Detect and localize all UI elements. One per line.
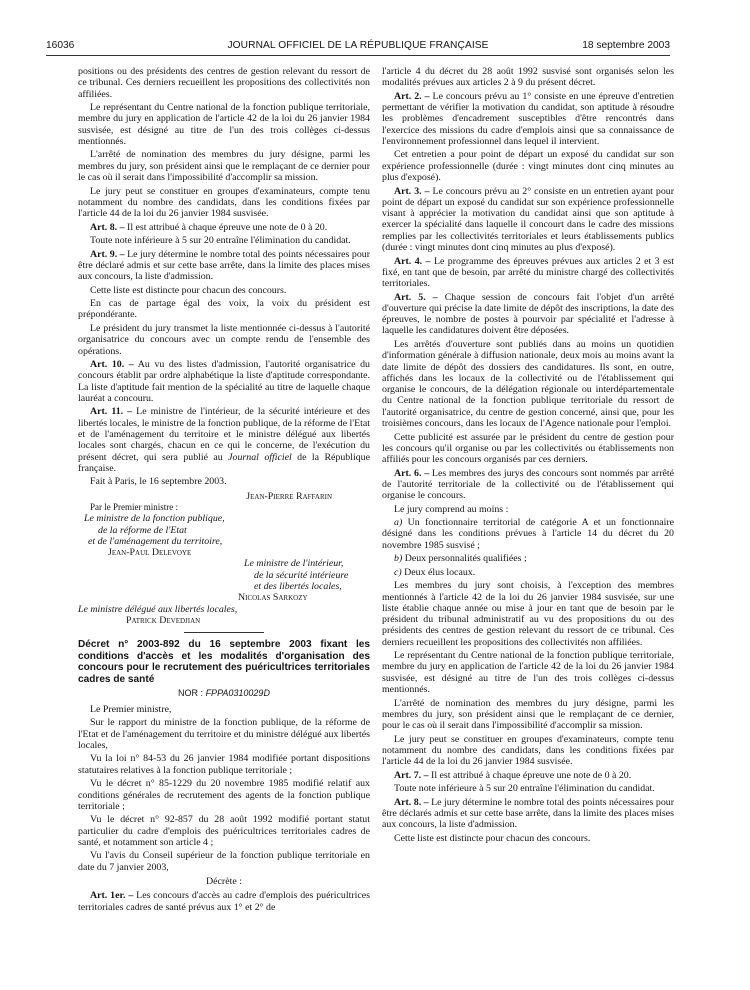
signatory-name: Jean-Pierre Raffarin xyxy=(246,490,332,502)
paragraph: Vu l'avis du Conseil supérieur de la fonction publique territoriale en date du 7 janvier 2003, xyxy=(78,850,370,873)
article-text: Le jury détermine le nombre total des points nécessaires pour être déclaré admis et sur cette base arrête, dans la limite des places mises aux concours, la liste d'admission. xyxy=(78,248,370,283)
article-5 xyxy=(382,292,674,337)
paragraph: Vu le décret n° 85-1229 du 20 novembre 1985 modifié relatif aux conditions générales de recrutement des agents de la fonction publique territoriale ; xyxy=(78,778,370,812)
article-text: de la République française. xyxy=(78,451,370,474)
article-8 xyxy=(382,797,674,831)
list-marker: c) xyxy=(394,566,402,578)
signature-mention: Par le Premier ministre : xyxy=(90,501,178,512)
left-column xyxy=(78,66,370,915)
paragraph: Le Premier ministre, xyxy=(90,703,172,715)
list-marker: a) xyxy=(394,517,403,529)
article-label: Art. 8. – xyxy=(90,221,125,233)
header-rule xyxy=(46,55,670,56)
signature-place-date: Fait à Paris, le 16 septembre 2003. xyxy=(90,476,227,488)
paragraph: Sur le rapport du ministre de la fonction publique, de la réforme de l'Etat et de l'aménagement du territoire et du ministre délégué aux libertés locales, xyxy=(78,717,370,751)
section-divider xyxy=(184,632,264,633)
nor-label: NOR : xyxy=(178,687,206,698)
issue-date: 18 septembre 2003 xyxy=(582,40,670,51)
list-marker: b) xyxy=(394,553,403,565)
paragraph: Toute note inférieure à 5 sur 20 entraîne l'élimination du candidat. xyxy=(90,235,351,247)
signatory-title: Le ministre de l'intérieur, xyxy=(244,558,344,570)
article-1 xyxy=(78,890,370,913)
article-10 xyxy=(78,359,370,404)
article-label: Art. 11. – xyxy=(90,406,133,418)
article-text: Le concours prévu au 1° consiste en une épreuve d'entretien permettant de vérifier la motivation du candidat, son aptitude à résoudre les problèmes d'encadrement susceptibles d'être rencontrés dans l'exercice des missions du cadre d'emplois ainsi que sa connaissance de l'environnement professionnel dans lequel il intervient. xyxy=(382,90,674,147)
list-item xyxy=(382,567,674,578)
article-label: Art. 4. – xyxy=(394,255,431,267)
decrete-heading: Décrète : xyxy=(206,875,242,887)
article-text: Le ministre de l'intérieur, de la sécurité intérieure et des libertés locales, le ministre de la fonction publique, de la réforme de l'Etat et de l'aménagement du territoire et le ministre délégué aux libertés locales sont chargés, chacun en ce qui le concerne, de l'exécution du présent décret, qui sera publié au xyxy=(78,406,370,463)
article-text: Au vu des listes d'admission, l'autorité organisatrice du concours établit par ordre alphabétique la liste d'aptitude correspondante. La liste d'aptitude fait mention de la spécialité au titre de laquelle chaque lauréat a concouru. xyxy=(78,359,370,404)
article-text: Le jury détermine le nombre total des points nécessaires pour être déclarés admis et sur cette base arrête, dans la limite des places mises aux concours, la liste d'admission. xyxy=(382,796,674,831)
list-item xyxy=(382,517,674,551)
nor-reference xyxy=(78,688,370,699)
nor-code: FPPA0310029D xyxy=(205,687,270,698)
paragraph: Le représentant du Centre national de la fonction publique territoriale, membre du jury en application de l'article 42 de la loi du 26 janvier 1984 susvisée, est désigné au titre de l'un des trois collèges ci-dessus mentionnés. xyxy=(78,102,370,147)
article-text: Il est attribué à chaque épreuve une note de 0 à 20. xyxy=(428,769,632,781)
signatory-name: Patrick Devedjian xyxy=(126,614,201,626)
article-text: Le concours prévu au 2° consiste en un entretien ayant pour point de départ un exposé du candidat sur son expérience professionnelle visant à apprécier la motivation du candidat ainsi que son aptitude à exercer la spécialité dans laquelle il concourt dans le cadre des missions remplies par les collectivités territoriales et leurs établissements publics (durée : vingt minutes dont cinq minutes au plus d'exposé). xyxy=(382,185,674,254)
paragraph: Cette liste est distincte pour chacun des concours. xyxy=(394,832,591,844)
article-8 xyxy=(78,222,370,233)
paragraph: Toute note inférieure à 5 sur 20 entraîne l'élimination du candidat. xyxy=(394,783,655,795)
paragraph: Le représentant du Centre national de la fonction publique territoriale, membre du jury en application de l'article 42 de la loi du 26 janvier 1984 susvisée, est désigné au titre de l'un des trois collèges ci-dessus mentionnés. xyxy=(382,650,674,696)
paragraph: Les membres du jury sont choisis, à l'exception des membres mentionnés à l'article 42 de la loi du 26 janvier 1984 susvisée, sur une liste établie chaque année ou mise à jour en tant que de besoin par le président du tribunal administratif au vu des propositions du ou des présidents des centres de gestion relevant du ressort de ce tribunal. Ces derniers recueillent les propositions des collectivités non affiliées. xyxy=(382,580,674,648)
article-label: Art. 3. – xyxy=(394,185,430,197)
signatory-title: et de l'aménagement du territoire, xyxy=(88,535,223,547)
article-text: Il est attribué à chaque épreuve une note de 0 à 20. xyxy=(124,221,328,233)
signatory-name: Jean-Paul Delevoye xyxy=(108,547,192,559)
article-text: Les concours d'accès au cadre d'emplois des puéricultrices territoriales cadres de santé prévus aux 1° et 2° de xyxy=(78,890,370,913)
article-6 xyxy=(382,468,674,502)
paragraph: Le jury peut se constituer en groupes d'examinateurs, compte tenu notamment du nombre des candidats, dans les conditions fixées par l'article 44 de la loi du 26 janvier 1984 susvisée. xyxy=(78,185,370,220)
article-text: Le programme des épreuves prévues aux articles 2 et 3 est fixé, en tant que de besoin, par arrêté du ministre chargé des collectivités territoriales. xyxy=(382,255,674,290)
page-number: 16036 xyxy=(46,40,75,51)
paragraph: Cette liste est distincte pour chacun des concours. xyxy=(90,284,287,296)
article-label: Art. 9. – xyxy=(90,248,125,260)
signatory-title: et des libertés locales, xyxy=(254,581,342,593)
journal-reference: Journal officiel xyxy=(228,451,292,463)
paragraph: positions ou des présidents des centres de gestion relevant du ressort de ce tribunal. Ces derniers recueillent les propositions des collectivités non affiliées. xyxy=(78,66,370,100)
article-label: Art. 5. – xyxy=(394,291,438,303)
journal-title: JOURNAL OFFICIEL DE LA RÉPUBLIQUE FRANÇAISE xyxy=(227,40,489,51)
article-label: Art. 6. – xyxy=(394,467,430,479)
paragraph: L'arrêté de nomination des membres du jury désigne, parmi les membres du jury, son président ainsi que le remplaçant de ce dernier pour le cas où il serait dans l'impossibilité d'accomplir sa mission. xyxy=(78,149,370,184)
page-header xyxy=(46,40,670,56)
article-3 xyxy=(382,186,674,254)
paragraph: Vu la loi n° 84-53 du 26 janvier 1984 modifiée portant dispositions statutaires relatives à la fonction publique territoriale ; xyxy=(78,753,370,776)
paragraph: l'article 4 du décret du 28 août 1992 susvisé sont organisés selon les modalités prévues aux articles 2 à 9 du présent décret. xyxy=(382,66,674,89)
article-7 xyxy=(382,770,674,781)
list-text: Un fonctionnaire territorial de catégorie A et un fonctionnaire désigné dans les conditions prévues à l'article 14 du décret du 20 novembre 1985 susvisé ; xyxy=(382,517,674,551)
signatory-name: Nicolas Sarkozy xyxy=(238,592,308,604)
signatory-title: Le ministre de la fonction publique, xyxy=(84,513,225,525)
list-text: Deux élus locaux. xyxy=(401,566,476,578)
article-label: Art. 10. – xyxy=(90,359,134,370)
article-4 xyxy=(382,256,674,290)
paragraph: Cet entretien a pour point de départ un exposé du candidat sur son expérience professionnelle (durée : vingt minutes dont cinq minutes au plus d'exposé). xyxy=(382,149,674,184)
signature-block xyxy=(78,491,370,627)
right-column xyxy=(382,66,674,846)
paragraph: Vu le décret n° 92-857 du 28 août 1992 modifié portant statut particulier du cadre d'emplois des puéricultrices territoriales cadres de santé, et notamment son article 4 ; xyxy=(78,814,370,848)
article-label: Art. 2. – xyxy=(394,90,430,102)
paragraph: Le président du jury transmet la liste mentionnée ci-dessus à l'autorité organisatrice du concours avec un compte rendu de l'ensemble des opérations. xyxy=(78,322,370,357)
article-text: Chaque session de concours fait l'objet d'un arrêté d'ouverture qui précise la date limite de dépôt des inscriptions, la date des épreuves, le nombre de postes à pourvoir par spécialité et l'adresse à laquelle les candidatures doivent être déposées. xyxy=(382,291,674,337)
article-label: Art. 1er. – xyxy=(90,890,134,902)
list-item xyxy=(382,553,674,564)
decree-title: Décret n° 2003-892 du 16 septembre 2003 fixant les conditions d'accès et les modalités d'organisation des concours pour le recrutement des puéricultrices territoriales cadres de santé xyxy=(78,639,370,685)
article-label: Art. 8. – xyxy=(394,796,429,808)
article-text: Les membres des jurys des concours sont nommés par arrêté de l'autorité territoriale de la collectivité ou de l'établissement qui organise le concours. xyxy=(382,467,674,502)
signatory-title: de la réforme de l'Etat xyxy=(98,524,187,536)
signatory-title: Le ministre délégué aux libertés locales, xyxy=(78,603,238,615)
paragraph: En cas de partage égal des voix, la voix du président est prépondérante. xyxy=(78,298,370,321)
paragraph: Le jury peut se constituer en groupes d'examinateurs, compte tenu notamment du nombre des candidats, dans les conditions fixées par l'article 44 de la loi du 26 janvier 1984 susvisée. xyxy=(382,733,674,768)
paragraph: L'arrêté de nomination des membres du jury désigne, parmi les membres du jury, son président ainsi que le remplaçant de ce dernier, pour le cas où il serait dans l'impossibilité d'accomplir sa mission. xyxy=(382,697,674,732)
article-label: Art. 7. – xyxy=(394,769,429,781)
paragraph: Les arrêtés d'ouverture sont publiés dans au moins un quotidien d'information générale à diffusion nationale, deux mois au moins avant la date limite de dépôt des dossiers des candidatures. Ils sont, en outre, affichés dans les locaux de la collectivité ou de l'établissement qui organise le concours, de la délégation régionale ou interdépartementale du Centre national de la fonction publique territoriale du ressort de l'autorité organisatrice, du centre de gestion concerné, ainsi que, pour les troisièmes concours, dans les locaux de l'Agence nationale pour l'emploi. xyxy=(382,338,674,430)
article-11 xyxy=(78,406,370,474)
article-2 xyxy=(382,91,674,147)
paragraph: Cette publicité est assurée par le président du centre de gestion pour les concours qu'il organise ou par les collectivités ou établissements non affiliés pour les concours organisés par ces derniers. xyxy=(382,431,674,466)
article-9 xyxy=(78,249,370,283)
paragraph: Le jury comprend au moins : xyxy=(394,503,509,515)
signatory-title: de la sécurité intérieure xyxy=(254,569,349,581)
list-text: Deux personnalités qualifiées ; xyxy=(402,553,527,565)
